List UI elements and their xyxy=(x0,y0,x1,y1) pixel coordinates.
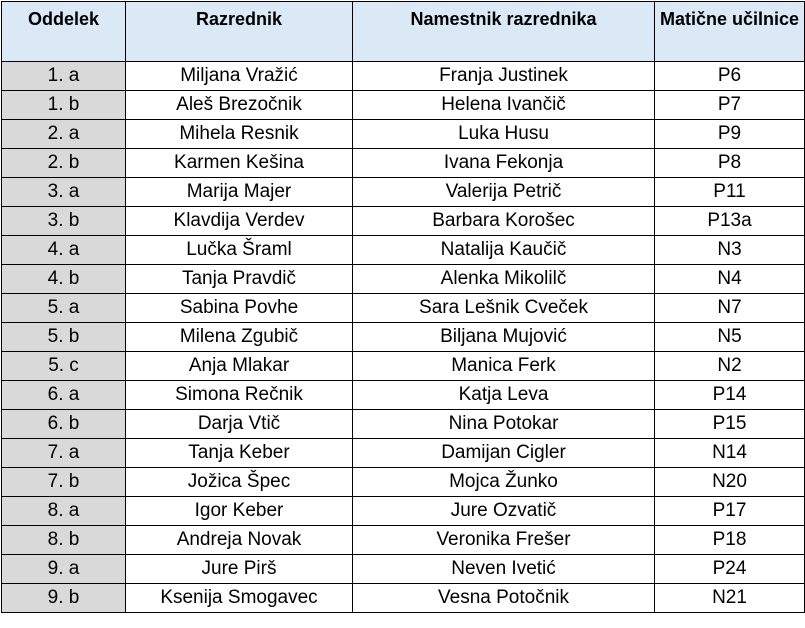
header-razrednik[interactable]: Razrednik xyxy=(126,2,353,62)
cell-razrednik[interactable]: Tanja Keber xyxy=(126,439,353,468)
table-row xyxy=(2,120,805,149)
cell-oddelek[interactable]: 8. a xyxy=(2,497,126,526)
cell-oddelek[interactable]: 4. b xyxy=(2,265,126,294)
cell-maticna-ucilnica[interactable]: P13a xyxy=(655,207,805,236)
header-oddelek[interactable]: Oddelek xyxy=(2,2,126,62)
cell-oddelek[interactable]: 5. c xyxy=(2,352,126,381)
cell-namestnik-razrednika[interactable]: Biljana Mujović xyxy=(353,323,655,352)
cell-razrednik[interactable]: Marija Majer xyxy=(126,178,353,207)
cell-oddelek[interactable]: 2. a xyxy=(2,120,126,149)
table-row xyxy=(2,62,805,91)
cell-maticna-ucilnica[interactable]: N7 xyxy=(655,294,805,323)
cell-razrednik[interactable]: Miljana Vražić xyxy=(126,62,353,91)
cell-razrednik[interactable]: Darja Vtič xyxy=(126,410,353,439)
cell-oddelek[interactable]: 9. a xyxy=(2,555,126,584)
header-namestnik-razrednika[interactable]: Namestnik razrednika xyxy=(353,2,655,62)
cell-maticna-ucilnica[interactable]: N2 xyxy=(655,352,805,381)
cell-namestnik-razrednika[interactable]: Jure Ozvatič xyxy=(353,497,655,526)
cell-razrednik[interactable]: Tanja Pravdič xyxy=(126,265,353,294)
class-teachers-sheet xyxy=(1,1,804,627)
cell-maticna-ucilnica[interactable]: N5 xyxy=(655,323,805,352)
table-row xyxy=(2,439,805,468)
cell-oddelek[interactable]: 7. b xyxy=(2,468,126,497)
cell-maticna-ucilnica[interactable]: P18 xyxy=(655,526,805,555)
cell-maticna-ucilnica[interactable]: P14 xyxy=(655,381,805,410)
cell-namestnik-razrednika[interactable]: Natalija Kaučič xyxy=(353,236,655,265)
cell-razrednik[interactable]: Anja Mlakar xyxy=(126,352,353,381)
cell-razrednik[interactable]: Karmen Kešina xyxy=(126,149,353,178)
table-row xyxy=(2,381,805,410)
cell-oddelek[interactable]: 7. a xyxy=(2,439,126,468)
cell-maticna-ucilnica[interactable]: P6 xyxy=(655,62,805,91)
table-row xyxy=(2,265,805,294)
cell-oddelek[interactable]: 1. a xyxy=(2,62,126,91)
cell-maticna-ucilnica[interactable]: P17 xyxy=(655,497,805,526)
cell-namestnik-razrednika[interactable]: Luka Husu xyxy=(353,120,655,149)
table-row xyxy=(2,178,805,207)
cell-oddelek[interactable]: 6. b xyxy=(2,410,126,439)
table-row xyxy=(2,410,805,439)
header-maticne-ucilnice[interactable]: Matične učilnice xyxy=(655,2,805,62)
cell-namestnik-razrednika[interactable]: Franja Justinek xyxy=(353,62,655,91)
cell-namestnik-razrednika[interactable]: Vesna Potočnik xyxy=(353,584,655,613)
cell-razrednik[interactable]: Klavdija Verdev xyxy=(126,207,353,236)
cell-razrednik[interactable]: Ksenija Smogavec xyxy=(126,584,353,613)
cell-namestnik-razrednika[interactable]: Mojca Žunko xyxy=(353,468,655,497)
cell-maticna-ucilnica[interactable]: P7 xyxy=(655,91,805,120)
table-row xyxy=(2,526,805,555)
cell-oddelek[interactable]: 4. a xyxy=(2,236,126,265)
class-teachers-table xyxy=(1,1,805,613)
cell-razrednik[interactable]: Jožica Špec xyxy=(126,468,353,497)
cell-namestnik-razrednika[interactable]: Valerija Petrič xyxy=(353,178,655,207)
cell-namestnik-razrednika[interactable]: Alenka Mikolilč xyxy=(353,265,655,294)
cell-namestnik-razrednika[interactable]: Nina Potokar xyxy=(353,410,655,439)
cell-razrednik[interactable]: Lučka Šraml xyxy=(126,236,353,265)
cell-maticna-ucilnica[interactable]: N21 xyxy=(655,584,805,613)
cell-namestnik-razrednika[interactable]: Damijan Cigler xyxy=(353,439,655,468)
cell-oddelek[interactable]: 9. b xyxy=(2,584,126,613)
cell-namestnik-razrednika[interactable]: Manica Ferk xyxy=(353,352,655,381)
cell-razrednik[interactable]: Milena Zgubič xyxy=(126,323,353,352)
cell-namestnik-razrednika[interactable]: Veronika Frešer xyxy=(353,526,655,555)
table-row xyxy=(2,294,805,323)
cell-namestnik-razrednika[interactable]: Katja Leva xyxy=(353,381,655,410)
cell-maticna-ucilnica[interactable]: N20 xyxy=(655,468,805,497)
cell-oddelek[interactable]: 1. b xyxy=(2,91,126,120)
cell-oddelek[interactable]: 5. a xyxy=(2,294,126,323)
cell-oddelek[interactable]: 3. b xyxy=(2,207,126,236)
cell-razrednik[interactable]: Simona Rečnik xyxy=(126,381,353,410)
table-row xyxy=(2,207,805,236)
cell-namestnik-razrednika[interactable]: Neven Ivetić xyxy=(353,555,655,584)
cell-maticna-ucilnica[interactable]: P9 xyxy=(655,120,805,149)
table-header xyxy=(2,2,805,62)
table-row xyxy=(2,236,805,265)
cell-namestnik-razrednika[interactable]: Helena Ivančič xyxy=(353,91,655,120)
cell-oddelek[interactable]: 2. b xyxy=(2,149,126,178)
cell-oddelek[interactable]: 3. a xyxy=(2,178,126,207)
table-row xyxy=(2,91,805,120)
cell-maticna-ucilnica[interactable]: P15 xyxy=(655,410,805,439)
table-row xyxy=(2,323,805,352)
cell-maticna-ucilnica[interactable]: N14 xyxy=(655,439,805,468)
table-body xyxy=(2,62,805,613)
cell-razrednik[interactable]: Jure Pirš xyxy=(126,555,353,584)
table-row xyxy=(2,555,805,584)
header-row xyxy=(2,2,805,62)
cell-razrednik[interactable]: Igor Keber xyxy=(126,497,353,526)
cell-razrednik[interactable]: Mihela Resnik xyxy=(126,120,353,149)
cell-oddelek[interactable]: 8. b xyxy=(2,526,126,555)
cell-namestnik-razrednika[interactable]: Ivana Fekonja xyxy=(353,149,655,178)
table-row xyxy=(2,149,805,178)
cell-namestnik-razrednika[interactable]: Sara Lešnik Cveček xyxy=(353,294,655,323)
cell-razrednik[interactable]: Aleš Brezočnik xyxy=(126,91,353,120)
table-row xyxy=(2,584,805,613)
cell-maticna-ucilnica[interactable]: N3 xyxy=(655,236,805,265)
cell-namestnik-razrednika[interactable]: Barbara Korošec xyxy=(353,207,655,236)
cell-maticna-ucilnica[interactable]: N4 xyxy=(655,265,805,294)
cell-razrednik[interactable]: Sabina Povhe xyxy=(126,294,353,323)
cell-oddelek[interactable]: 5. b xyxy=(2,323,126,352)
table-row xyxy=(2,352,805,381)
table-row xyxy=(2,468,805,497)
cell-maticna-ucilnica[interactable]: P24 xyxy=(655,555,805,584)
table-row xyxy=(2,497,805,526)
cell-maticna-ucilnica[interactable]: P11 xyxy=(655,178,805,207)
cell-oddelek[interactable]: 6. a xyxy=(2,381,126,410)
cell-maticna-ucilnica[interactable]: P8 xyxy=(655,149,805,178)
cell-razrednik[interactable]: Andreja Novak xyxy=(126,526,353,555)
